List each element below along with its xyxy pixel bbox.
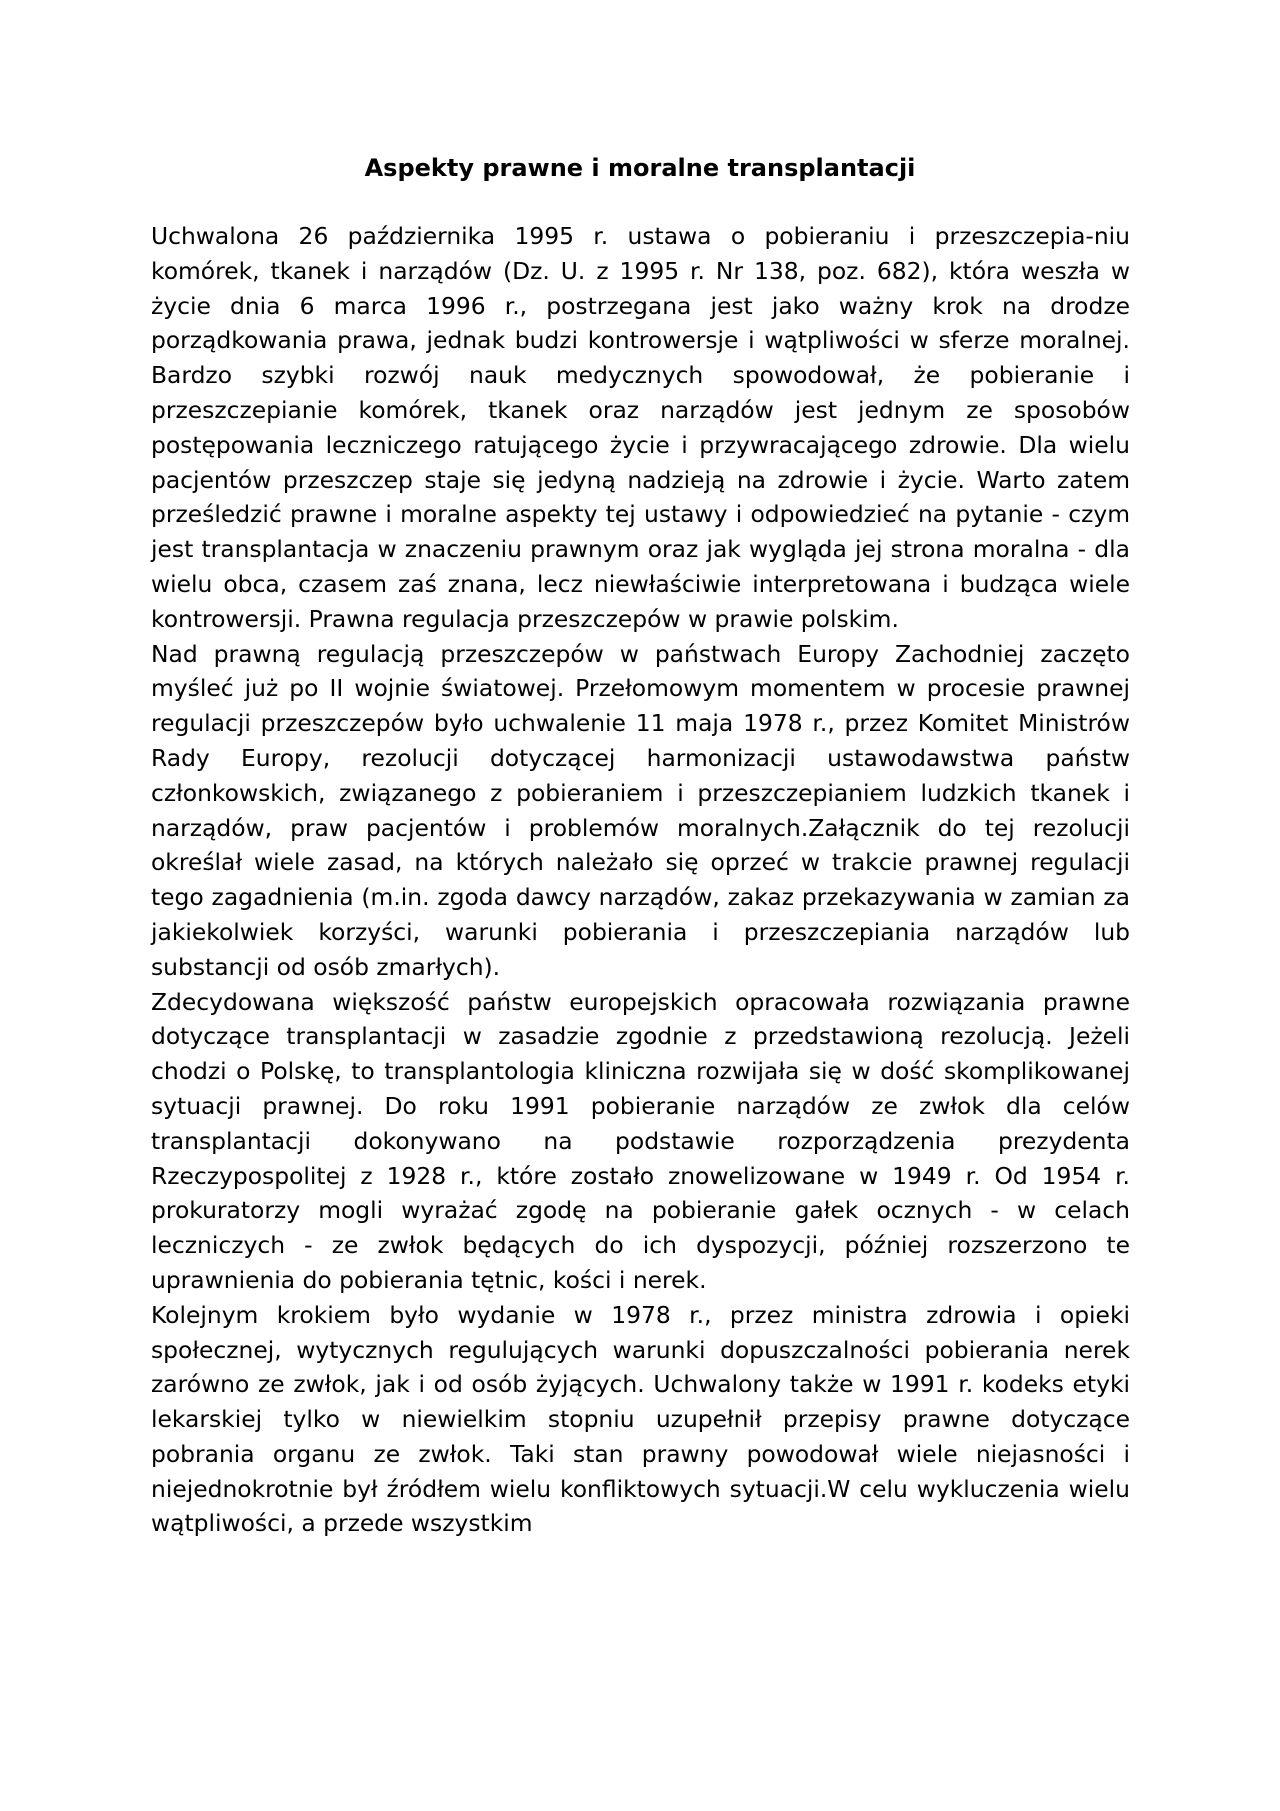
paragraph-1: Uchwalona 26 października 1995 r. ustawa o pobieraniu i przeszczepia-niu komórek, tkanek i narządów (Dz. U. z 1995 r. Nr 138, poz. 682), która weszła w życie dnia 6 marca 1996 r., postrzegana jest jako ważny krok na drodze porządkowania prawa, jednak budzi kontrowersje i wątpliwości w sferze moralnej. Bardzo szybki rozwój nauk medycznych spowodował, że pobieranie i przeszczepianie komórek, tkanek oraz narządów jest jednym ze sposobów postępowania leczniczego ratującego życie i przywracającego zdrowie. Dla wielu pacjentów przeszczep staje się jedyną nadzieją na zdrowie i życie. Warto zatem prześledzić prawne i moralne aspekty tej ustawy i odpowiedzieć na pytanie - czym jest transplantacja w znaczeniu prawnym oraz jak wygląda jej strona moralna - dla wielu obca, czasem zaś znana, lecz niewłaściwie interpretowana i budząca wiele kontrowersji. Prawna regulacja przeszczepów w prawie polskim. <box>151 222 1130 633</box>
paragraph-4: Kolejnym krokiem było wydanie w 1978 r., przez ministra zdrowia i opieki społecznej, wytycznych regulujących warunki dopuszczalności pobierania nerek zarówno ze zwłok, jak i od osób żyjących. Uchwalony także w 1991 r. kodeks etyki lekarskiej tylko w niewielkim stopniu uzupełnił przepisy prawne dotyczące pobrania organu ze zwłok. Taki stan prawny powodował wiele niejasności i niejednokrotnie był źródłem wielu konfliktowych sytuacji.W celu wykluczenia wielu wątpliwości, a przede wszystkim <box>151 1300 1130 1538</box>
paragraph-2: Nad prawną regulacją przeszczepów w państwach Europy Zachodniej zaczęto myśleć już po II wojnie światowej. Przełomowym momentem w procesie prawnej regulacji przeszczepów było uchwalenie 11 maja 1978 r., przez Komitet Ministrów Rady Europy, rezolucji dotyczącej harmonizacji ustawodawstwa państw członkowskich, związanego z pobieraniem i przeszczepianiem ludzkich tkanek i narządów, praw pacjentów i problemów moralnych.Załącznik do tej rezolucji określał wiele zasad, na których należało się oprzeć w trakcie prawnej regulacji tego zagadnienia (m.in. zgoda dawcy narządów, zakaz przekazywania w zamian za jakiekolwiek korzyści, warunki pobierania i przeszczepiania narządów lub substancji od osób zmarłych). <box>151 639 1130 981</box>
paragraph-3: Zdecydowana większość państw europejskich opracowała rozwiązania prawne dotyczące transplantacji w zasadzie zgodnie z przedstawioną rezolucją. Jeżeli chodzi o Polskę, to transplantologia kliniczna rozwijała się w dość skomplikowanej sytuacji prawnej. Do roku 1991 pobieranie narządów ze zwłok dla celów transplantacji dokonywano na podstawie rozporządzenia prezydenta Rzeczypospolitej z 1928 r., które zostało znowelizowane w 1949 r. Od 1954 r. prokuratorzy mogli wyrażać zgodę na pobieranie gałek ocznych - w celach leczniczych - ze zwłok będących do ich dyspozycji, później rozszerzono te uprawnienia do pobierania tętnic, kości i nerek. <box>151 987 1130 1294</box>
document-title: Aspekty prawne i moralne transplantacji <box>364 154 916 182</box>
document-body <box>151 219 1130 1541</box>
